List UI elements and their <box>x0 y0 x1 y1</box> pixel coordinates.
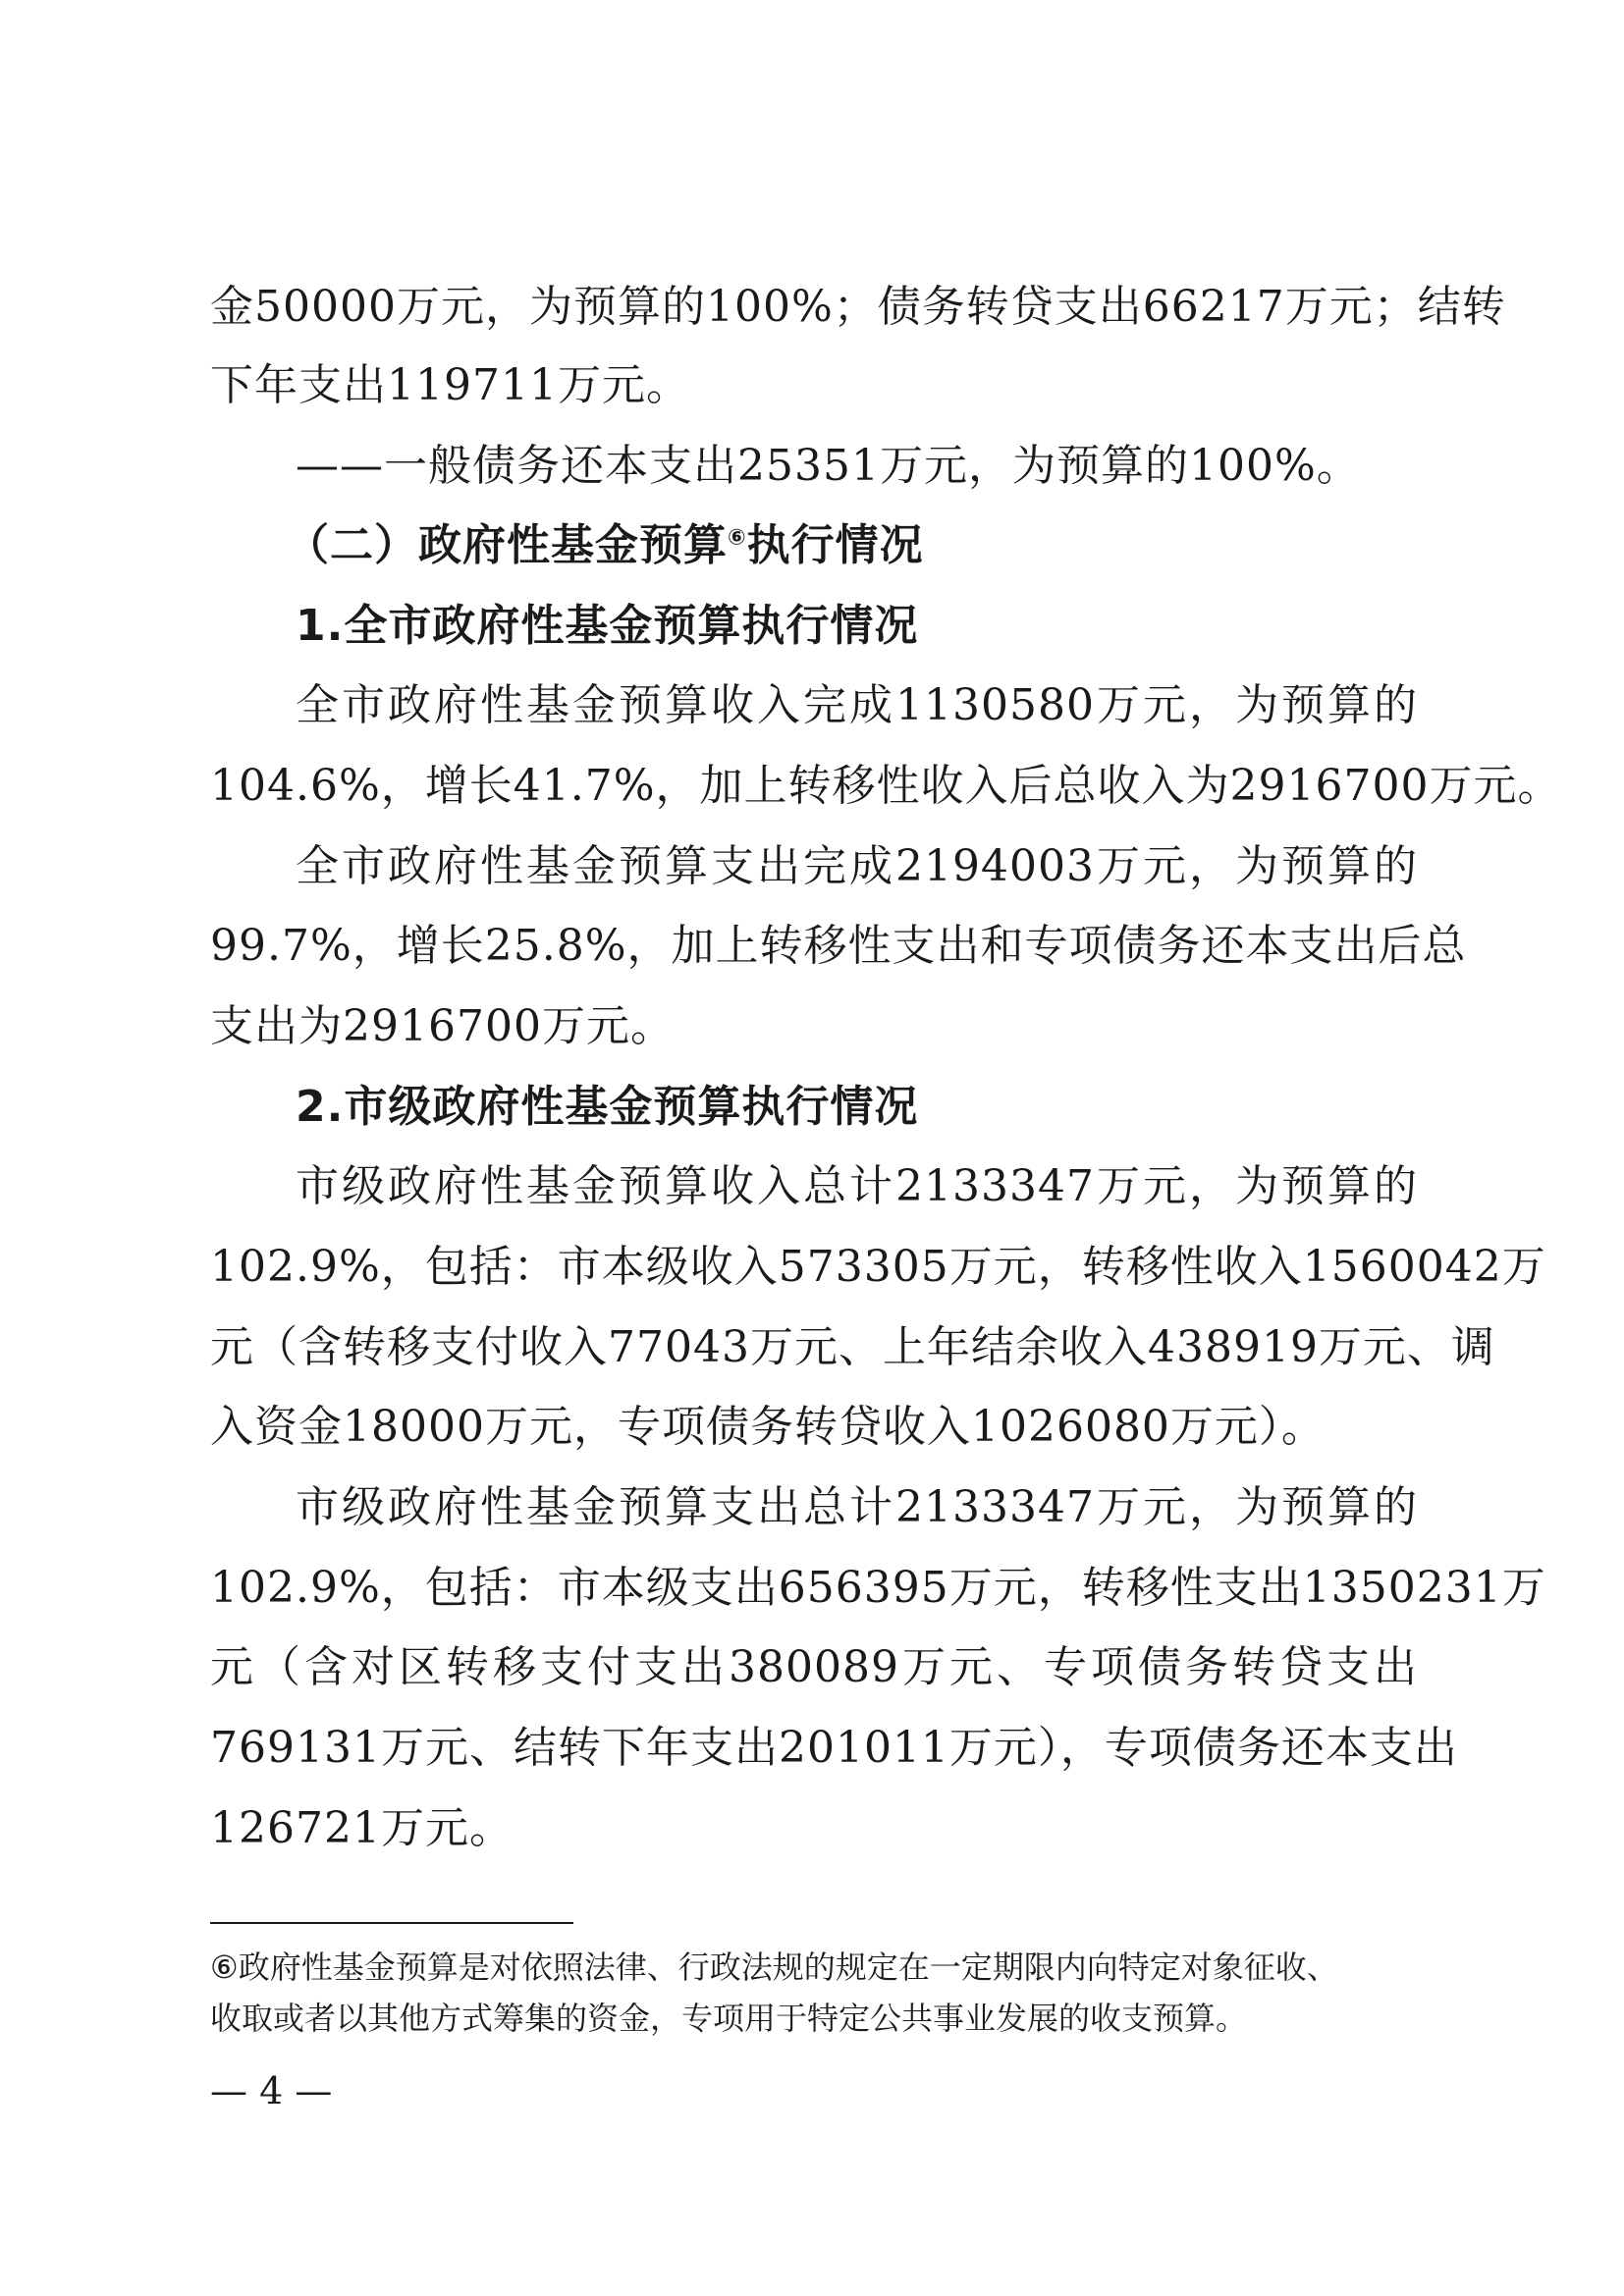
body-line: 99.7%，增长25.8%，加上转移性支出和专项债务还本支出后总 <box>210 921 1467 971</box>
footnote-line: 收取或者以其他方式筹集的资金，专项用于特定公共事业发展的收支预算。 <box>210 2000 1248 2037</box>
body-line: 102.9%，包括：市本级支出656395万元，转移性支出1350231万 <box>210 1563 1546 1613</box>
section-heading-tail: 执行情况 <box>746 520 924 570</box>
footnote-line: ⑥政府性基金预算是对依照法律、行政法规的规定在一定期限内向特定对象征收、 <box>210 1949 1338 1986</box>
section-heading-text: （二）政府性基金预算 <box>286 520 728 570</box>
body-line: 全市政府性基金预算收入完成1130580万元，为预算的 <box>296 680 1418 730</box>
body-line: ——一般债务还本支出25351万元，为预算的100%。 <box>296 441 1361 491</box>
subsection-heading: 2.市级政府性基金预算执行情况 <box>296 1082 919 1132</box>
body-line: 126721万元。 <box>210 1803 514 1853</box>
body-line: 104.6%，增长41.7%，加上转移性收入后总收入为2916700万元。 <box>210 761 1562 811</box>
body-line: 下年支出119711万元。 <box>210 360 690 410</box>
body-line: 入资金18000万元，专项债务转贷收入1026080万元）。 <box>210 1402 1326 1452</box>
body-line: 元（含转移支付收入77043万元、上年结余收入438919万元、调 <box>210 1322 1495 1372</box>
subsection-heading: 1.全市政府性基金预算执行情况 <box>296 601 919 651</box>
footnote-marker: ⑥ <box>728 525 747 551</box>
body-line: 金50000万元，为预算的100%；债务转贷支出66217万元；结转 <box>210 282 1506 332</box>
body-line: 元（含对区转移支付支出380089万元、专项债务转贷支出 <box>210 1642 1418 1692</box>
body-line: 支出为2916700万元。 <box>210 1001 675 1051</box>
footnote-divider <box>210 1922 573 1924</box>
body-line: 769131万元、结转下年支出201011万元），专项债务还本支出 <box>210 1723 1458 1773</box>
body-line: 市级政府性基金预算收入总计2133347万元，为预算的 <box>296 1161 1418 1211</box>
page-number: — 4 — <box>210 2069 333 2112</box>
body-line: 102.9%，包括：市本级收入573305万元，转移性收入1560042万 <box>210 1242 1546 1292</box>
body-line: 市级政府性基金预算支出总计2133347万元，为预算的 <box>296 1482 1418 1532</box>
section-heading <box>286 511 1493 580</box>
body-line: 全市政府性基金预算支出完成2194003万元，为预算的 <box>296 841 1418 891</box>
